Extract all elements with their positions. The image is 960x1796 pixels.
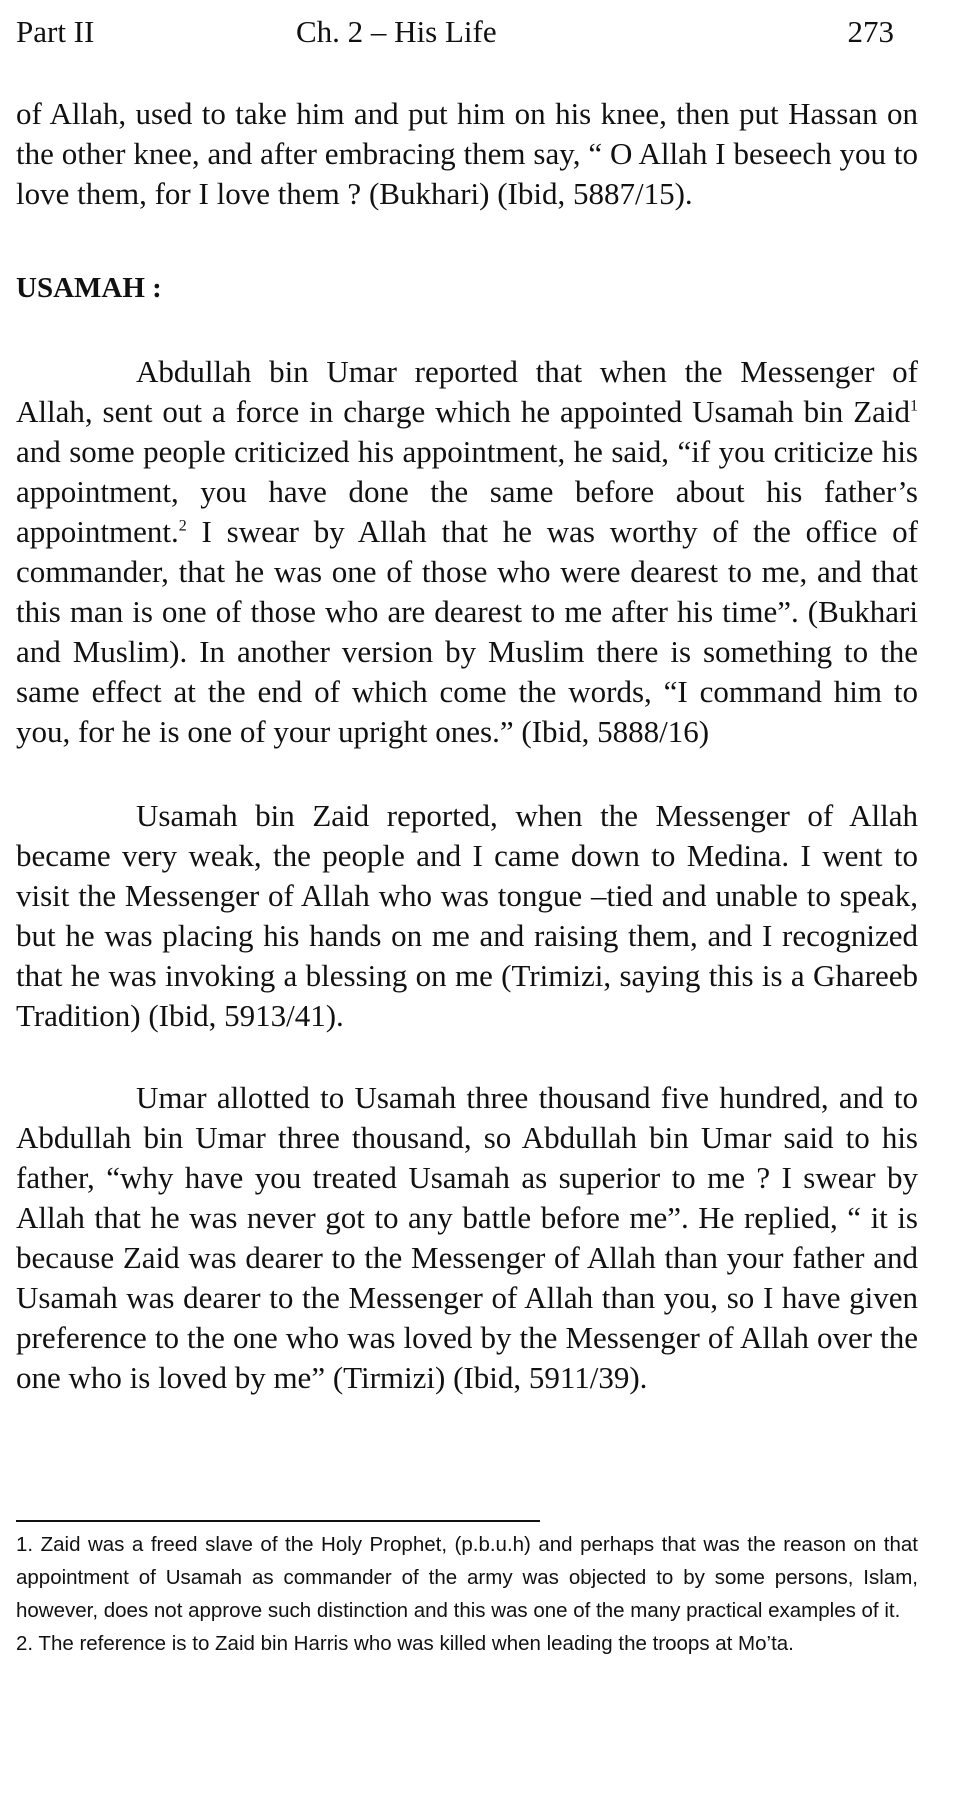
paragraph-continued: of Allah, used to take him and put him on his knee, then put Hassan on the other knee, and after embracing them say, “ O Allah I beseech you to love them, for I love them ? (Bukhari) (Ibid, 5887/15). <box>16 96 918 211</box>
footnote-2: 2. The reference is to Zaid bin Harris who was killed when leading the troops at Mo’ta. <box>16 1632 794 1655</box>
paragraph-text: and some people criticized his appointment, he said, “if you criticize his appointment, you have done the same before about his father’s appointment. <box>16 434 918 549</box>
part-label: Part II <box>16 14 95 49</box>
page-body <box>16 94 918 1398</box>
footnote-ref-1: 1 <box>910 397 918 415</box>
paragraph-usamah-visit: Usamah bin Zaid reported, when the Messenger of Allah became very weak, the people and I came down to Medina. I went to visit the Messenger of Allah who was tongue –tied and unable to speak, but he was placing his hands on me and raising them, and I recognized that he was invoking a blessing on me (Trimizi, saying this is a Ghareeb Tradition) (Ibid, 5913/41). <box>16 798 918 1033</box>
section-heading: USAMAH : <box>16 272 162 304</box>
footnotes <box>16 1528 918 1660</box>
paragraph-umar-allotment: Umar allotted to Usamah three thousand five hundred, and to Abdullah bin Umar three thousand, so Abdullah bin Umar said to his father, “why have you treated Usamah as superior to me ? I swear by Allah that he was never got to any battle before me”. He replied, “ it is because Zaid was dearer to the Messenger of Allah than your father and Usamah was dearer to the Messenger of Allah than you, so I have given preference to the one who was loved by the Messenger of Allah over the one who is loved by me” (Tirmizi) (Ibid, 5911/39). <box>16 1080 918 1395</box>
chapter-title: Ch. 2 – His Life <box>296 14 497 49</box>
page-number: 273 <box>847 14 894 49</box>
footnote-1: 1. Zaid was a freed slave of the Holy Prophet, (p.b.u.h) and perhaps that was the reason on that appointment of Usamah as commander of the army was objected to by some persons, Islam, however, does not approve such distinction and this was one of the many practical examples of it. <box>16 1533 918 1622</box>
running-header <box>16 12 920 52</box>
paragraph-usamah-appointment <box>16 352 918 752</box>
footnote-ref-2: 2 <box>178 517 187 535</box>
footnote-divider <box>16 1520 540 1522</box>
paragraph-text: Abdullah bin Umar reported that when the Messenger of Allah, sent out a force in charge which he appointed Usamah bin Zaid <box>16 354 918 429</box>
paragraph-text: I swear by Allah that he was worthy of the office of commander, that he was one of those who were dearest to me, and that this man is one of those who are dearest to me after his time”. (Bukhari and Muslim). In another version by Muslim there is something to the same effect at the end of which come the words, “I command him to you, for he is one of your upright ones.” (Ibid, 5888/16) <box>16 514 918 749</box>
